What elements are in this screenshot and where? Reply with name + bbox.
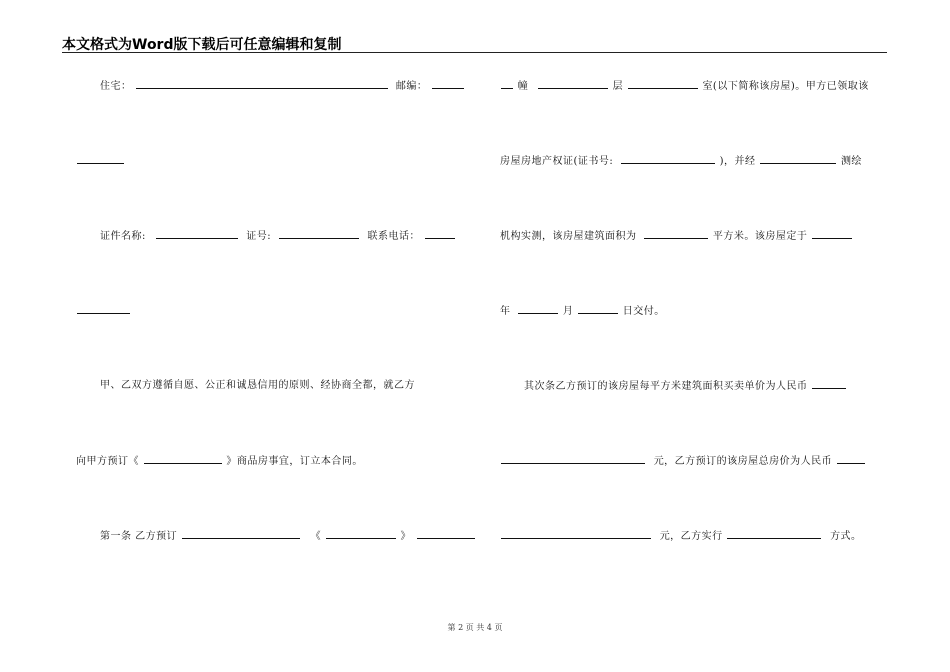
id-continuation-line <box>76 304 131 319</box>
article1-close-quote: 》 <box>400 531 411 542</box>
phone-blank[interactable] <box>425 229 455 239</box>
postcode-blank[interactable] <box>432 79 464 89</box>
unit-price-blank[interactable] <box>501 454 645 464</box>
area-blank[interactable] <box>644 229 708 239</box>
month-label: 月 <box>562 306 574 317</box>
article1-prefix: 第一条 乙方预订 <box>100 531 178 542</box>
payment-suffix: 方式。 <box>830 531 862 542</box>
id-continuation-blank[interactable] <box>77 304 130 314</box>
area-prefix: 机构实测，该房屋建筑面积为 <box>500 231 637 242</box>
residence-label: 住宅： <box>100 81 132 92</box>
para1-line2 <box>76 454 363 469</box>
total-price-text: 元，乙方预订的该房屋总房价为人民币 <box>653 456 833 467</box>
article1-blank-3[interactable] <box>417 529 475 539</box>
right-line5 <box>524 379 847 394</box>
residence-line <box>100 79 465 94</box>
total-price-lead-blank[interactable] <box>837 454 865 464</box>
id-number-blank[interactable] <box>279 229 359 239</box>
day-label: 日交付。 <box>622 306 665 317</box>
page-number-footer: 第 2 页 共 4 页 <box>447 623 503 632</box>
delivery-year-lead-blank[interactable] <box>812 229 852 239</box>
unit-price-lead-blank[interactable] <box>812 379 846 389</box>
certificate-mid: )，并经 <box>719 156 756 167</box>
phone-label: 联系电话： <box>367 231 420 242</box>
id-number-label: 证号: <box>246 231 272 242</box>
document-header-title: 本文格式为Word版下载后可任意编辑和复制 <box>62 37 342 53</box>
right-line1 <box>500 79 869 94</box>
payment-method-blank[interactable] <box>727 529 821 539</box>
payment-text: 元，乙方实行 <box>659 531 723 542</box>
article1-blank-2[interactable] <box>326 529 396 539</box>
id-line <box>100 229 456 244</box>
building-number-blank[interactable] <box>501 79 513 89</box>
para1-line1: 甲、乙双方遵循自愿、公正和诚恳信用的原则、经协商全都，就乙方 <box>100 380 415 391</box>
room-blank[interactable] <box>628 79 698 89</box>
residence-continuation-line <box>76 154 125 169</box>
article2-text: 其次条乙方预订的该房屋每平方米建筑面积买卖单价为人民币 <box>524 381 808 392</box>
header-divider <box>62 52 887 53</box>
certificate-number-blank[interactable] <box>621 154 715 164</box>
floor-label: 层 <box>612 81 624 92</box>
residence-blank[interactable] <box>136 79 388 89</box>
para1-line2-prefix: 向甲方预订《 <box>76 456 139 467</box>
total-price-blank[interactable] <box>501 529 651 539</box>
floor-blank[interactable] <box>538 79 608 89</box>
room-label: 室(以下简称该房屋)。甲方已领取该 <box>702 81 869 92</box>
right-line7 <box>500 529 862 544</box>
postcode-label: 邮编： <box>395 81 428 92</box>
survey-suffix: 测绘 <box>840 156 862 167</box>
article1-open-quote: 《 <box>310 531 322 542</box>
year-label: 年 <box>500 306 511 317</box>
survey-agency-blank[interactable] <box>760 154 836 164</box>
building-label: 幢 <box>517 81 529 92</box>
residence-continuation-blank[interactable] <box>77 154 124 164</box>
id-name-label: 证件名称: <box>100 231 146 242</box>
right-line3 <box>500 229 853 244</box>
right-line4 <box>500 304 665 319</box>
delivery-month-blank[interactable] <box>518 304 558 314</box>
para1-line2-suffix: 》商品房事宜，订立本合同。 <box>226 456 363 467</box>
right-line6 <box>500 454 866 469</box>
certificate-prefix: 房屋房地产权证(证书号: <box>500 156 614 167</box>
right-line2 <box>500 154 862 169</box>
article1-blank-1[interactable] <box>182 529 300 539</box>
article1-line <box>100 529 476 544</box>
delivery-day-blank[interactable] <box>578 304 618 314</box>
preorder-property-blank[interactable] <box>144 454 222 464</box>
id-name-blank[interactable] <box>156 229 238 239</box>
area-suffix: 平方米。该房屋定于 <box>712 231 808 242</box>
